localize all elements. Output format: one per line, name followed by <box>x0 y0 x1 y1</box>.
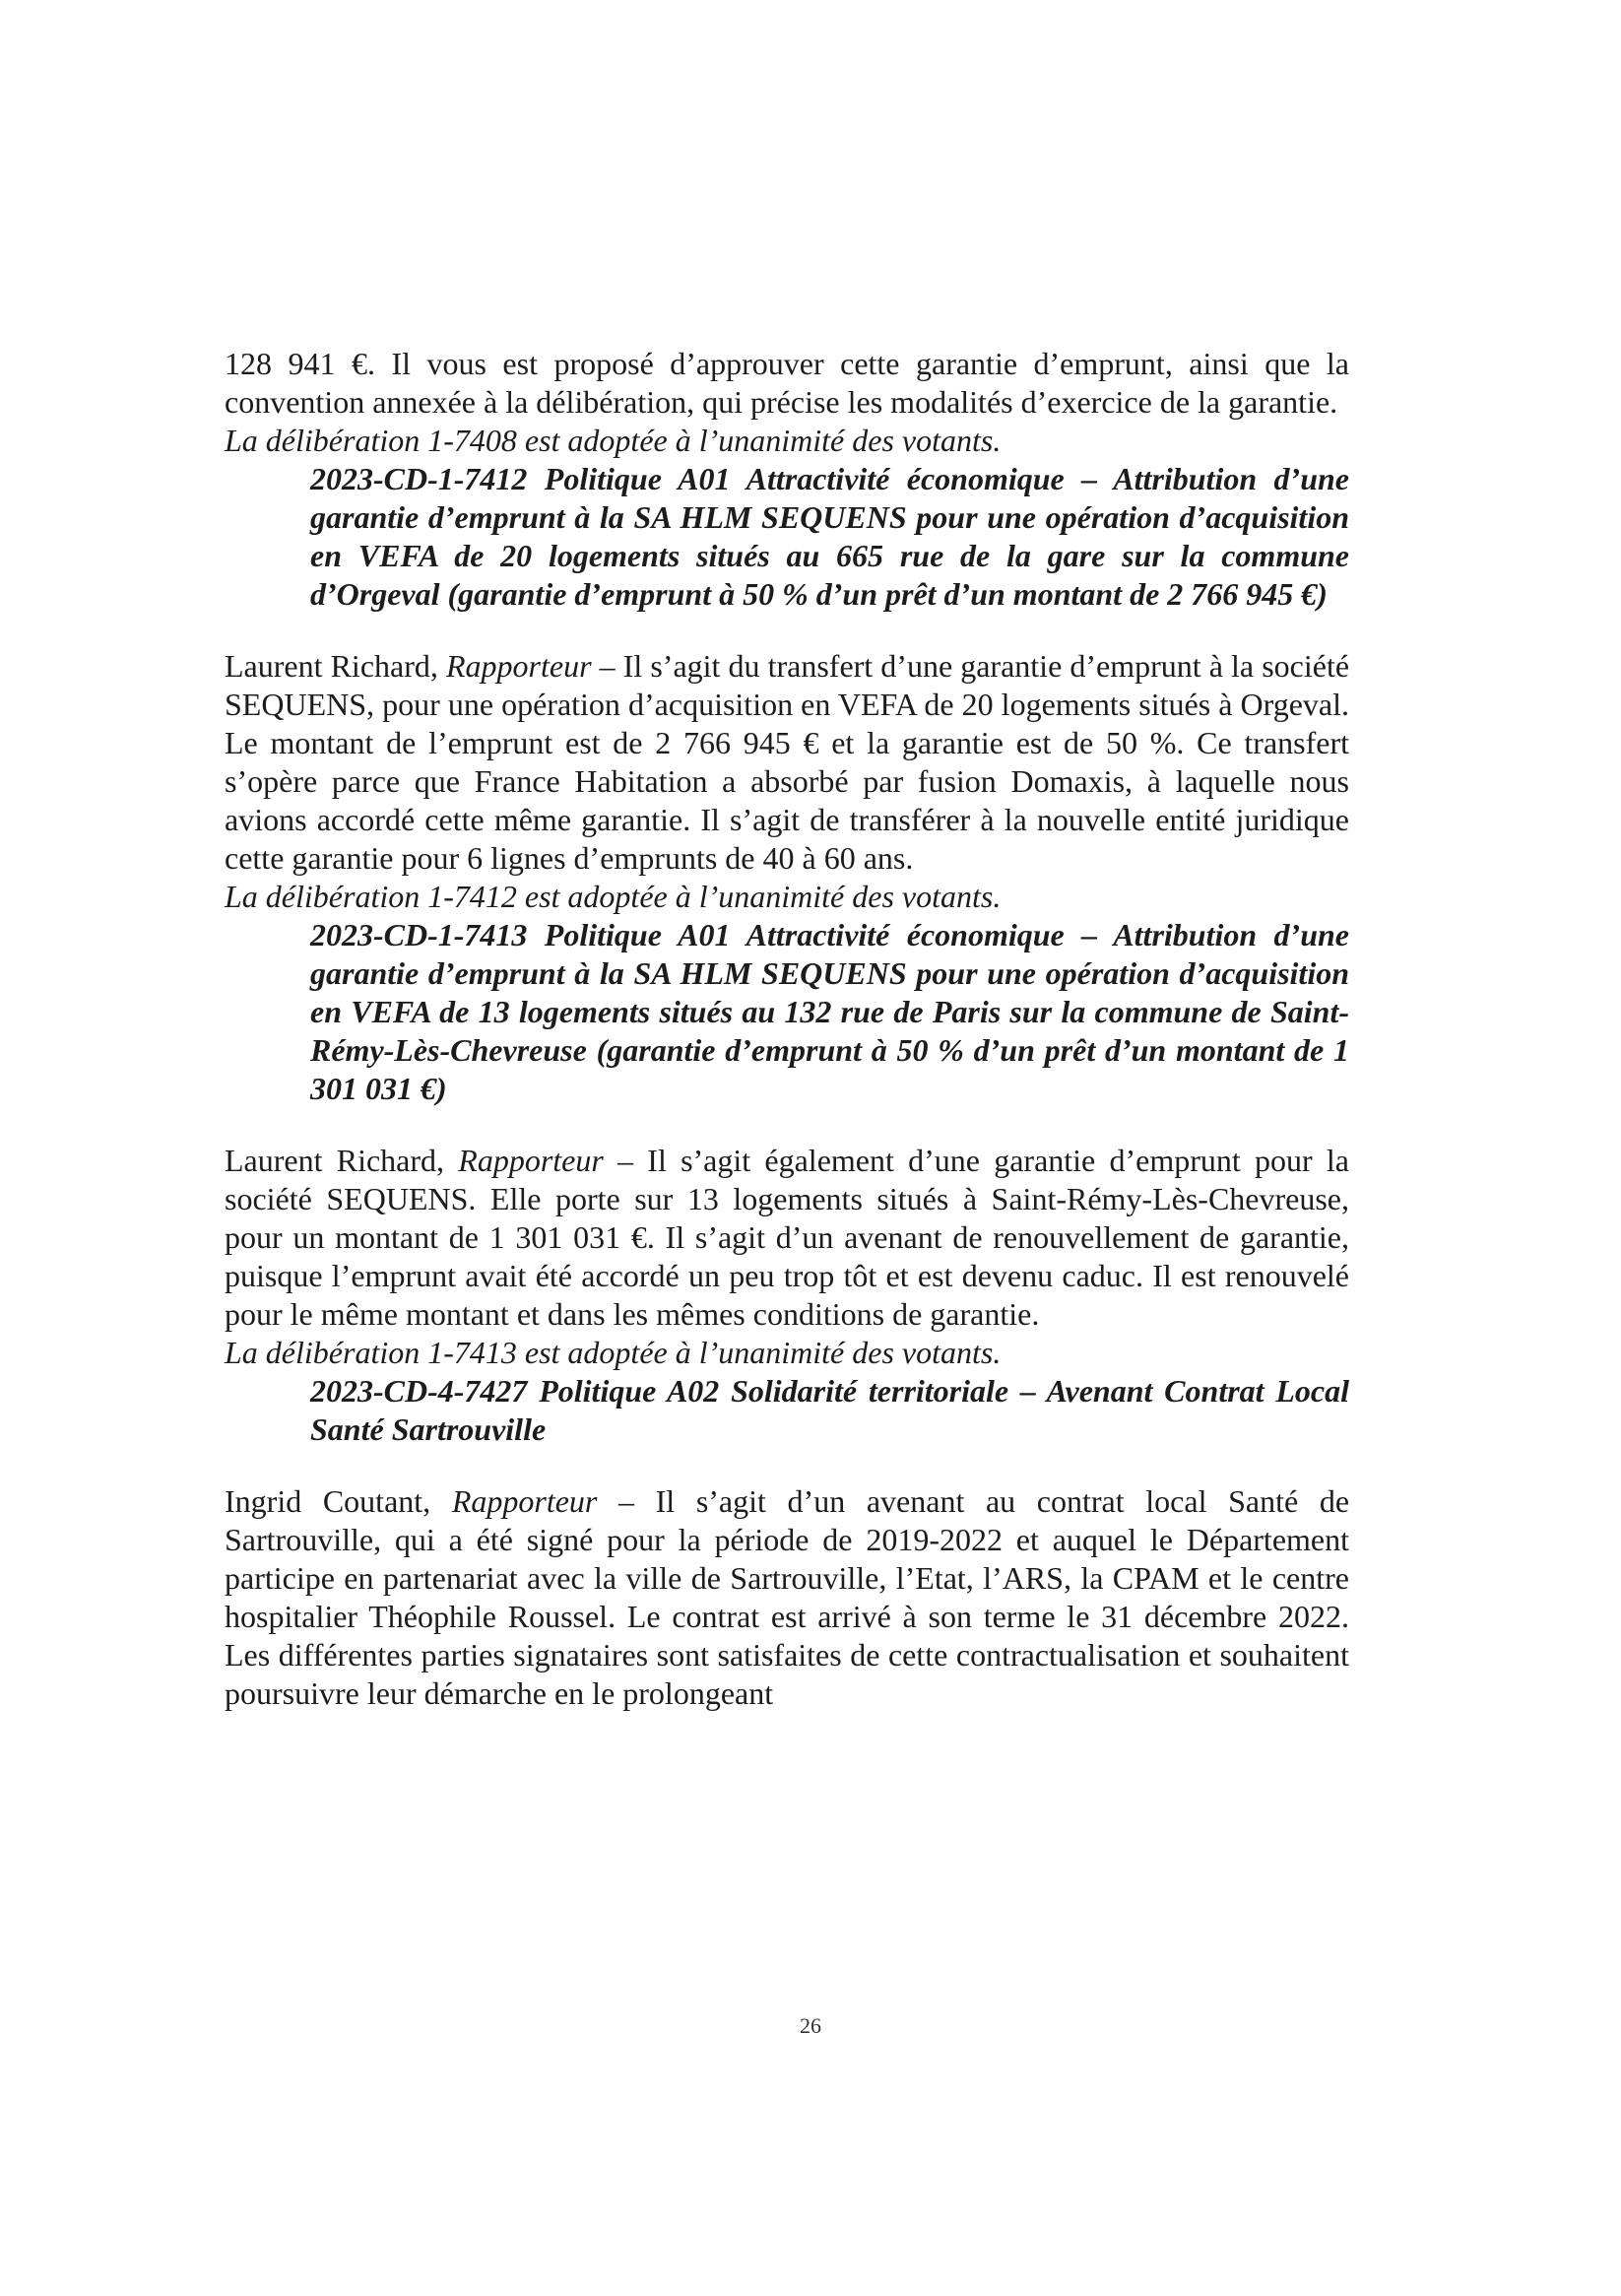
speaker-role: Rapporteur <box>458 1143 604 1178</box>
speaker-name: Ingrid Coutant, <box>225 1483 431 1519</box>
vote-result-7413: La délibération 1-7413 est adoptée à l’unanimité des votants. <box>225 1335 1002 1370</box>
speaker-role: Rapporteur <box>451 1483 598 1519</box>
page-number: 26 <box>800 2013 821 2038</box>
page-content <box>225 345 1349 1713</box>
speaker-text: – Il s’agit également d’une garantie d’emprunt pour la société SEQUENS. Elle porte sur 13 logements situés à Saint-Rémy-Lès-Chevreuse, pour un montant de 1 301 031 €. Il s’agit d’un avenant de renouvellement de garantie, puisque l’emprunt avait été accordé un peu trop tôt et est devenu caduc. Il est renouvelé pour le même montant et dans les mêmes conditions de garantie. <box>225 1143 1349 1332</box>
speaker-role: Rapporteur <box>445 648 592 684</box>
speaker-paragraph-7427 <box>225 1482 1349 1713</box>
speaker-text: – Il s’agit du transfert d’une garantie d’emprunt à la société SEQUENS, pour une opération d’acquisition en VEFA de 20 logements situés à Orgeval. Le montant de l’emprunt est de 2 766 945 € et la garantie est de 50 %. Ce transfert s’opère parce que France Habitation a absorbé par fusion Domaxis, à laquelle nous avions accordé cette même garantie. Il s’agit de transférer à la nouvelle entité juridique cette garantie pour 6 lignes d’emprunts de 40 à 60 ans. <box>225 648 1350 876</box>
vote-result-7408: La délibération 1-7408 est adoptée à l’unanimité des votants. <box>225 423 1002 458</box>
section-heading-7427: 2023-CD-4-7427 Politique A02 Solidarité territoriale – Avenant Contrat Local Santé Sartrouville <box>310 1373 1349 1447</box>
vote-result-7412: La délibération 1-7412 est adoptée à l’unanimité des votants. <box>225 879 1002 914</box>
speaker-name: Laurent Richard, <box>225 648 438 684</box>
intro-paragraph: 128 941 €. Il vous est proposé d’approuver cette garantie d’emprunt, ainsi que la convention annexée à la délibération, qui précise les modalités d’exercice de la garantie. <box>225 346 1349 420</box>
speaker-paragraph-7413 <box>225 1142 1349 1334</box>
speaker-paragraph-7412 <box>225 647 1349 878</box>
speaker-name: Laurent Richard, <box>225 1143 445 1178</box>
section-heading-7413: 2023-CD-1-7413 Politique A01 Attractivité économique – Attribution d’une garantie d’emprunt à la SA HLM SEQUENS pour une opération d’acquisition en VEFA de 13 logements situés au 132 rue de Paris sur la commune de Saint-Rémy-Lès-Chevreuse (garantie d’emprunt à 50 % d’un prêt d’un montant de 1 301 031 €) <box>310 917 1349 1106</box>
speaker-text: – Il s’agit d’un avenant au contrat local Santé de Sartrouville, qui a été signé pour la période de 2019-2022 et auquel le Département participe en partenariat avec la ville de Sartrouville, l’Etat, l’ARS, la CPAM et le centre hospitalier Théophile Roussel. Le contrat est arrivé à son terme le 31 décembre 2022. Les différentes parties signataires sont satisfaites de cette contractualisation et souhaitent poursuivre leur démarche en le prolongeant <box>225 1483 1350 1711</box>
section-heading-7412: 2023-CD-1-7412 Politique A01 Attractivité économique – Attribution d’une garantie d’emprunt à la SA HLM SEQUENS pour une opération d’acquisition en VEFA de 20 logements situés au 665 rue de la gare sur la commune d’Orgeval (garantie d’emprunt à 50 % d’un prêt d’un montant de 2 766 945 €) <box>310 461 1349 612</box>
